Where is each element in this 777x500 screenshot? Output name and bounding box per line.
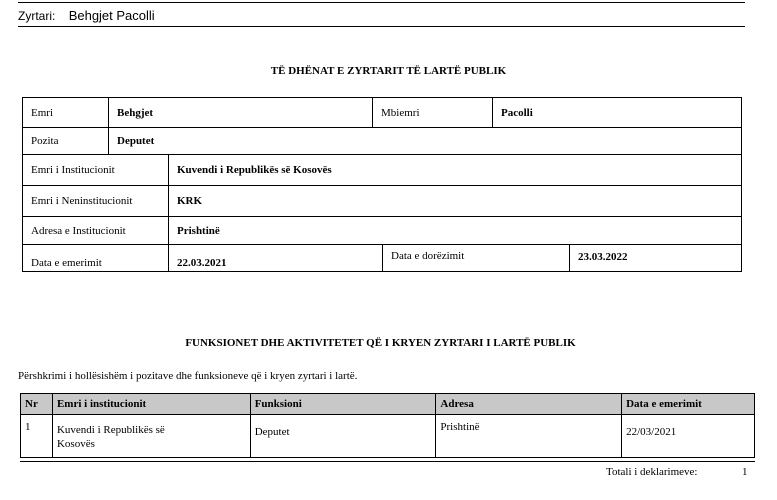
- header-address: Adresa: [436, 394, 622, 415]
- data-dorezimit-label: Data e dorëzimit: [383, 245, 570, 271]
- official-header: [18, 8, 155, 23]
- row-address: Prishtinë: [436, 415, 622, 458]
- header-divider: [18, 26, 745, 27]
- table-bottom-divider: [20, 461, 755, 462]
- institucioni-value: Kuvendi i Republikës së Kosovës: [169, 155, 741, 186]
- mbiemri-label: Mbiemri: [373, 98, 493, 128]
- data-emerimit-label: Data e emerimit: [23, 245, 169, 271]
- pozita-label: Pozita: [23, 128, 109, 155]
- total-label: Totali i deklarimeve:: [606, 466, 698, 478]
- mbiemri-value: Pacolli: [493, 98, 741, 128]
- header-institution: Emri i institucionit: [52, 394, 250, 415]
- header-nr: Nr: [21, 394, 53, 415]
- emri-label: Emri: [23, 98, 109, 128]
- functions-table-header: [21, 394, 755, 415]
- official-info-table: [22, 97, 742, 272]
- row-institution-line2: Kosovës: [56, 438, 95, 450]
- data-emerimit-value: 22.03.2021: [169, 245, 383, 271]
- functions-table: [20, 393, 755, 458]
- row-institution-line1: Kuvendi i Republikës së: [56, 424, 165, 436]
- row-nr: 1: [21, 415, 53, 458]
- section-title-functions: FUNKSIONET DHE AKTIVITETET QË I KRYEN ZYRTARI I LARTË PUBLIK: [185, 337, 576, 349]
- official-label: Zyrtari:: [18, 9, 56, 23]
- functions-description: Përshkrimi i hollësishëm i pozitave dhe funksioneve që i kryen zyrtari i lartë.: [18, 370, 358, 382]
- neninstitucioni-value: KRK: [169, 186, 741, 217]
- section-title-official-data: TË DHËNAT E ZYRTARIT TË LARTË PUBLIK: [270, 65, 507, 77]
- table-row: [21, 415, 755, 458]
- row-institution: [52, 415, 250, 458]
- institucioni-label: Emri i Institucionit: [23, 155, 169, 186]
- data-dorezimit-value: 23.03.2022: [578, 251, 628, 263]
- pozita-value: Deputet: [109, 128, 741, 155]
- total-value: 1: [742, 466, 748, 478]
- neninstitucioni-label: Emri i Neninstitucionit: [23, 186, 169, 217]
- emri-value: Behgjet: [109, 98, 373, 128]
- row-date: 22/03/2021: [622, 415, 755, 458]
- header-function: Funksioni: [250, 394, 436, 415]
- official-name: Behgjet Pacolli: [68, 8, 155, 23]
- adresa-label: Adresa e Institucionit: [23, 217, 169, 245]
- header-date: Data e emerimit: [622, 394, 755, 415]
- row-function: Deputet: [250, 415, 436, 458]
- top-divider: [18, 2, 745, 3]
- adresa-value: Prishtinë: [169, 217, 741, 245]
